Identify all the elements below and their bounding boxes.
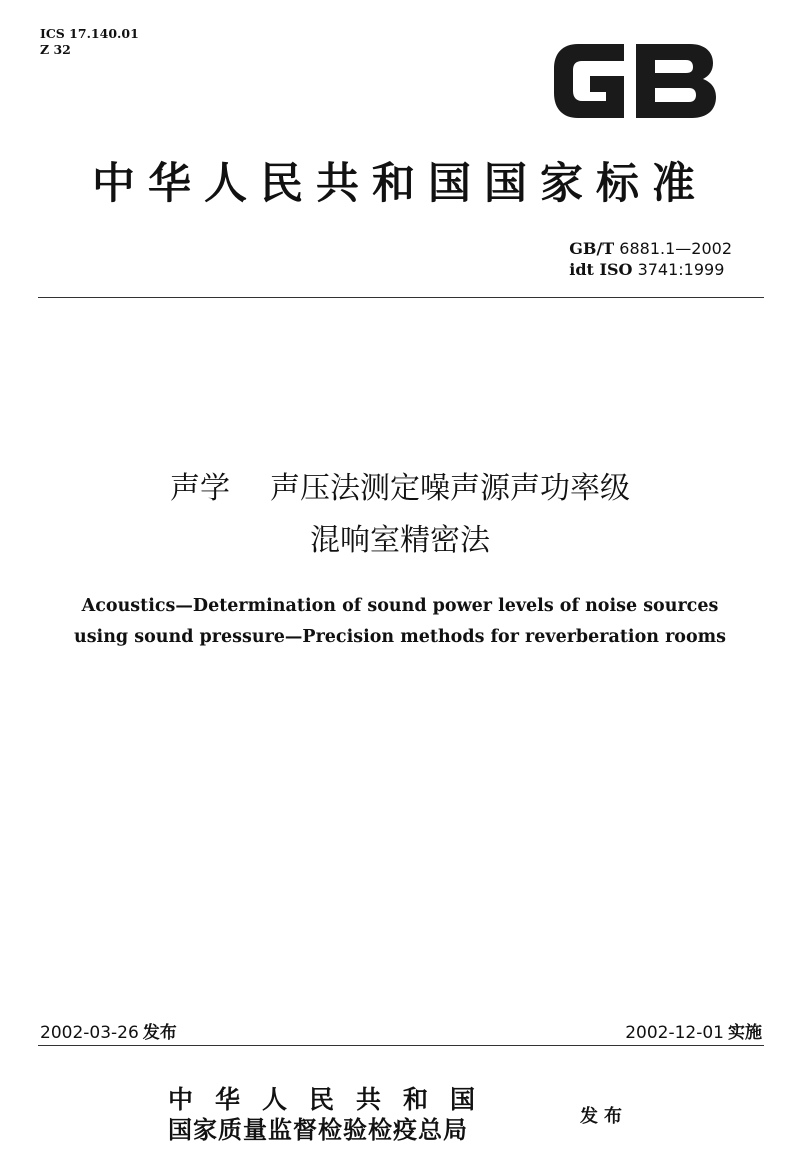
english-title-line-2: using sound pressure—Precision methods for reverberation rooms xyxy=(73,627,727,647)
ics-code: ICS 17.140.01 xyxy=(40,26,139,41)
implement-date-value: 2002-12-01 xyxy=(625,1023,724,1043)
implement-date xyxy=(625,1018,762,1043)
implement-date-label: 实施 xyxy=(728,1023,762,1043)
top-divider xyxy=(38,297,764,298)
ccs-code: Z 32 xyxy=(40,42,71,57)
standard-title: 中华人民共和国国家标准 xyxy=(92,159,708,209)
idt-value: 3741:1999 xyxy=(637,260,725,279)
idt-number-line xyxy=(569,259,732,280)
chinese-title-part-1: 声学 xyxy=(170,471,230,506)
bottom-divider xyxy=(38,1045,764,1046)
gb-value: 6881.1—2002 xyxy=(619,239,732,258)
issuer-action: 发布 xyxy=(580,1106,628,1127)
gb-logo xyxy=(550,38,720,123)
classification-codes xyxy=(40,26,139,58)
issue-date-value: 2002-03-26 xyxy=(40,1023,139,1043)
english-title-line-1: Acoustics—Determination of sound power levels of noise sources xyxy=(81,596,719,616)
issue-date xyxy=(40,1018,177,1043)
gb-label: GB/T xyxy=(569,239,615,258)
issue-date-label: 发布 xyxy=(142,1023,177,1043)
issuer-line-2: 国家质量监督检验检疫总局 xyxy=(168,1115,468,1144)
chinese-title-line-2: 混响室精密法 xyxy=(310,523,490,558)
chinese-title-part-2: 声压法测定噪声源声功率级 xyxy=(270,471,630,506)
issuer-line-1: 中华人民共和国 xyxy=(168,1085,498,1114)
chinese-title-line-1 xyxy=(0,470,800,508)
gb-logo-mark xyxy=(554,44,716,118)
idt-label: idt ISO xyxy=(569,260,633,279)
gb-number-line xyxy=(569,238,732,259)
standard-number xyxy=(569,238,732,280)
